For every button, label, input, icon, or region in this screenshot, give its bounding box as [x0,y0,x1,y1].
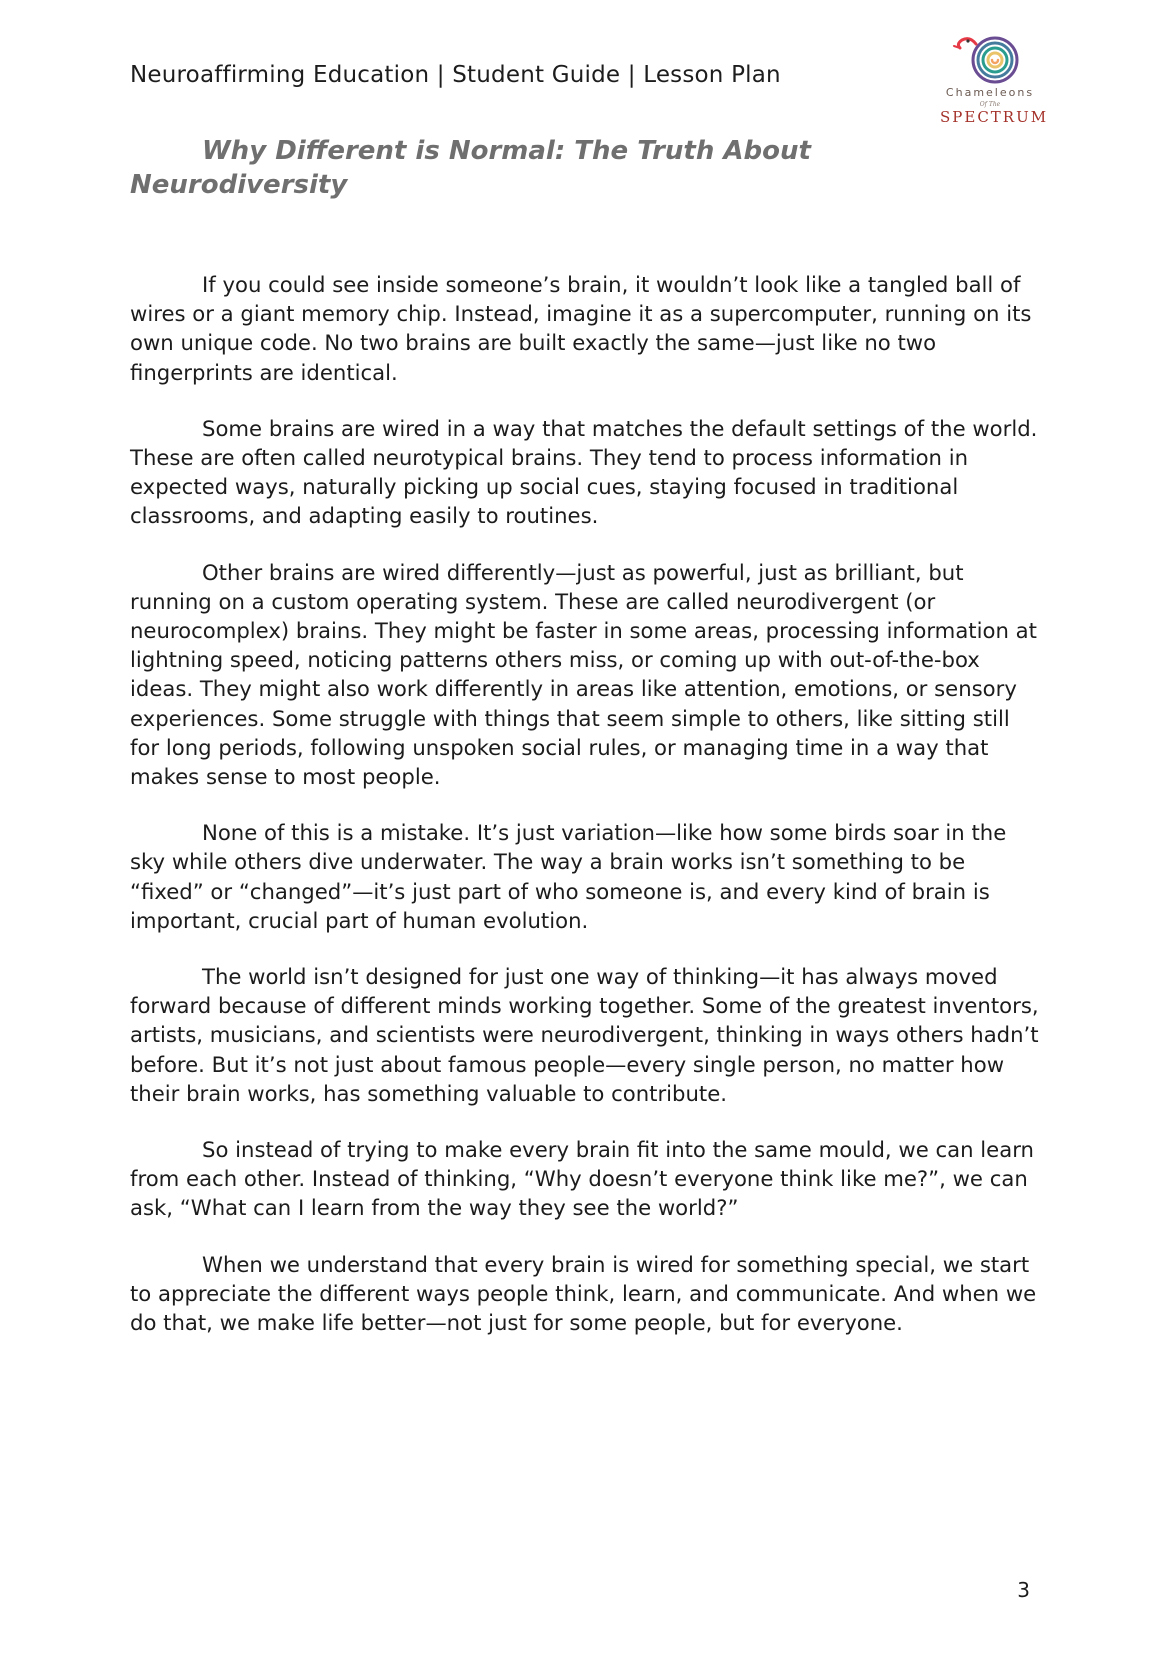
running-head: Neuroaffirming Education | Student Guide | Lesson Plan [130,62,781,88]
paragraph: If you could see inside someone’s brain, it wouldn’t look like a tangled ball of wires or a giant memory chip. Instead, imagine it as a supercomputer, running on its own unique code. No two brains are built exactly the same—just like no two fingerprints are identical. [130,272,1032,385]
paragraph: When we understand that every brain is wired for something special, we start to appreciate the different ways people think, learn, and communicate. And when we do that, we make life better—not just for some people, but for everyone. [130,1251,1037,1336]
chameleon-icon [940,30,1040,90]
body-text [130,270,1040,1364]
document-title: Why Different is Normal: The Truth About Neurodiversity [130,136,811,200]
chameleons-logo [940,30,1049,130]
page-number: 3 [1017,1578,1030,1602]
paragraph: So instead of trying to make every brain fit into the same mould, we can learn from each other. Instead of thinking, “Why doesn’t everyone think like me?”, we can ask, “What can I learn from the way they see the world?” [130,1137,1034,1221]
paragraph: Some brains are wired in a way that matches the default settings of the world. These are often called neurotypical brains. They tend to process information in expected ways, naturally picking up social cues, staying focused in traditional classrooms, and adapting easily to routines. [130,415,1038,529]
logo-line-3: SPECTRUM [940,108,1049,126]
logo-line-1: Chameleons [945,86,1035,99]
paragraph: None of this is a mistake. It’s just variation—like how some birds soar in the sky while others dive underwater. The way a brain works isn’t something to be “fixed” or “changed”—it’s just part of who someone is, and every kind of brain is important, crucial part of human evolution. [130,820,1007,933]
paragraph: Other brains are wired differently—just as powerful, just as brilliant, but running on a custom operating system. These are called neurodivergent (or neurocomplex) brains. They might be faster in some areas, processing information at lightning speed, noticing patterns others miss, or coming up with out-of-the-box ideas. They might also work differently in areas like attention, emotions, or sensory experiences. Some struggle with things that seem simple to others, like sitting still for long periods, following unspoken social rules, or managing time in a way that makes sense to most people. [130,559,1037,790]
paragraph: The world isn’t designed for just one way of thinking—it has always moved forward because of different minds working together. Some of the greatest inventors, artists, musicians, and scientists were neurodivergent, thinking in ways others hadn’t before. But it’s not just about famous people—every single person, no matter how their brain works, has something valuable to contribute. [130,964,1039,1106]
logo-line-2: Of The [979,101,1001,108]
